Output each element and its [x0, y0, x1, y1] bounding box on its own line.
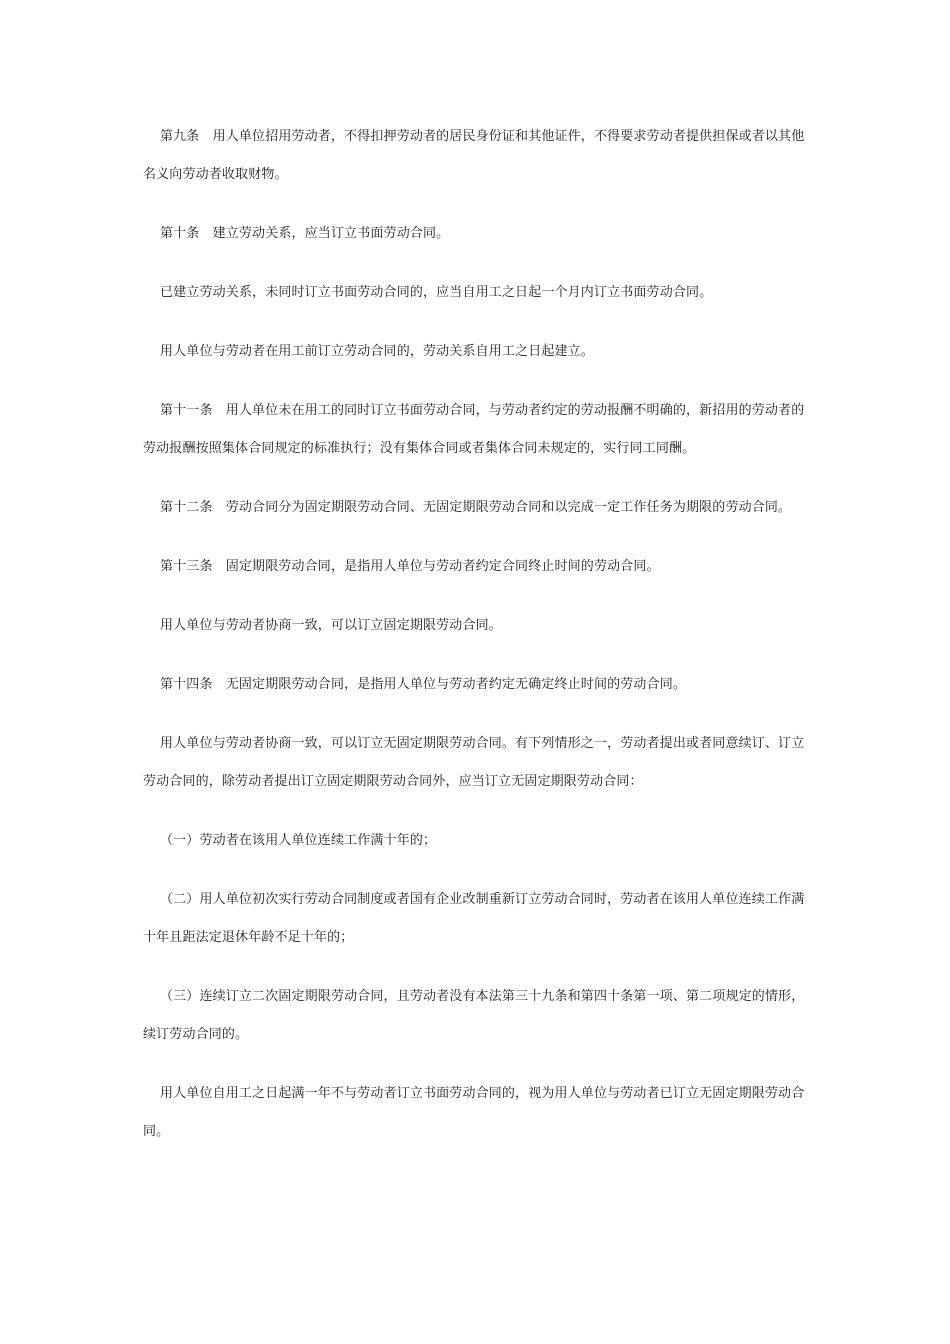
article-13-paragraph: 第十三条 固定期限劳动合同，是指用人单位与劳动者约定合同终止时间的劳动合同。 [160, 559, 660, 574]
article-9-paragraph: 第九条 用人单位招用劳动者，不得扣押劳动者的居民身份证和其他证件，不得要求劳动者提供担保或者以其他名义向劳动者收取财物。 [143, 129, 805, 182]
article-10-clause-3: 用人单位与劳动者在用工前订立劳动合同的，劳动关系自用工之日起建立。 [160, 344, 594, 359]
article-14-item-1: （一）劳动者在该用人单位连续工作满十年的； [160, 833, 437, 848]
article-14-item-3: （三）连续订立二次固定期限劳动合同，且劳动者没有本法第三十九条和第四十条第一项、第二项规定的情形，续订劳动合同的。 [143, 989, 805, 1042]
article-14-paragraph: 第十四条 无固定期限劳动合同，是指用人单位与劳动者约定无确定终止时间的劳动合同。 [160, 677, 687, 692]
article-14-item-2: （二）用人单位初次实行劳动合同制度或者国有企业改制重新订立劳动合同时，劳动者在该用人单位连续工作满十年且距法定退休年龄不足十年的； [143, 892, 805, 945]
article-12-paragraph: 第十二条 劳动合同分为固定期限劳动合同、无固定期限劳动合同和以完成一定工作任务为期限的劳动合同。 [160, 500, 792, 515]
article-14-clause-2: 用人单位与劳动者协商一致，可以订立无固定期限劳动合同。有下列情形之一，劳动者提出或者同意续订、订立劳动合同的，除劳动者提出订立固定期限劳动合同外，应当订立无固定期限劳动合同： [143, 736, 805, 789]
article-10-paragraph: 第十条 建立劳动关系，应当订立书面劳动合同。 [160, 226, 450, 241]
article-13-clause-2: 用人单位与劳动者协商一致，可以订立固定期限劳动合同。 [160, 618, 502, 633]
article-11-paragraph: 第十一条 用人单位未在用工的同时订立书面劳动合同，与劳动者约定的劳动报酬不明确的，新招用的劳动者的劳动报酬按照集体合同规定的标准执行；没有集体合同或者集体合同未规定的，实行同工同酬。 [143, 403, 805, 456]
document-page [143, 118, 813, 1172]
article-14-clause-3: 用人单位自用工之日起满一年不与劳动者订立书面劳动合同的，视为用人单位与劳动者已订立无固定期限劳动合同。 [143, 1086, 805, 1139]
article-10-clause-2: 已建立劳动关系，未同时订立书面劳动合同的，应当自用工之日起一个月内订立书面劳动合同。 [160, 285, 713, 300]
